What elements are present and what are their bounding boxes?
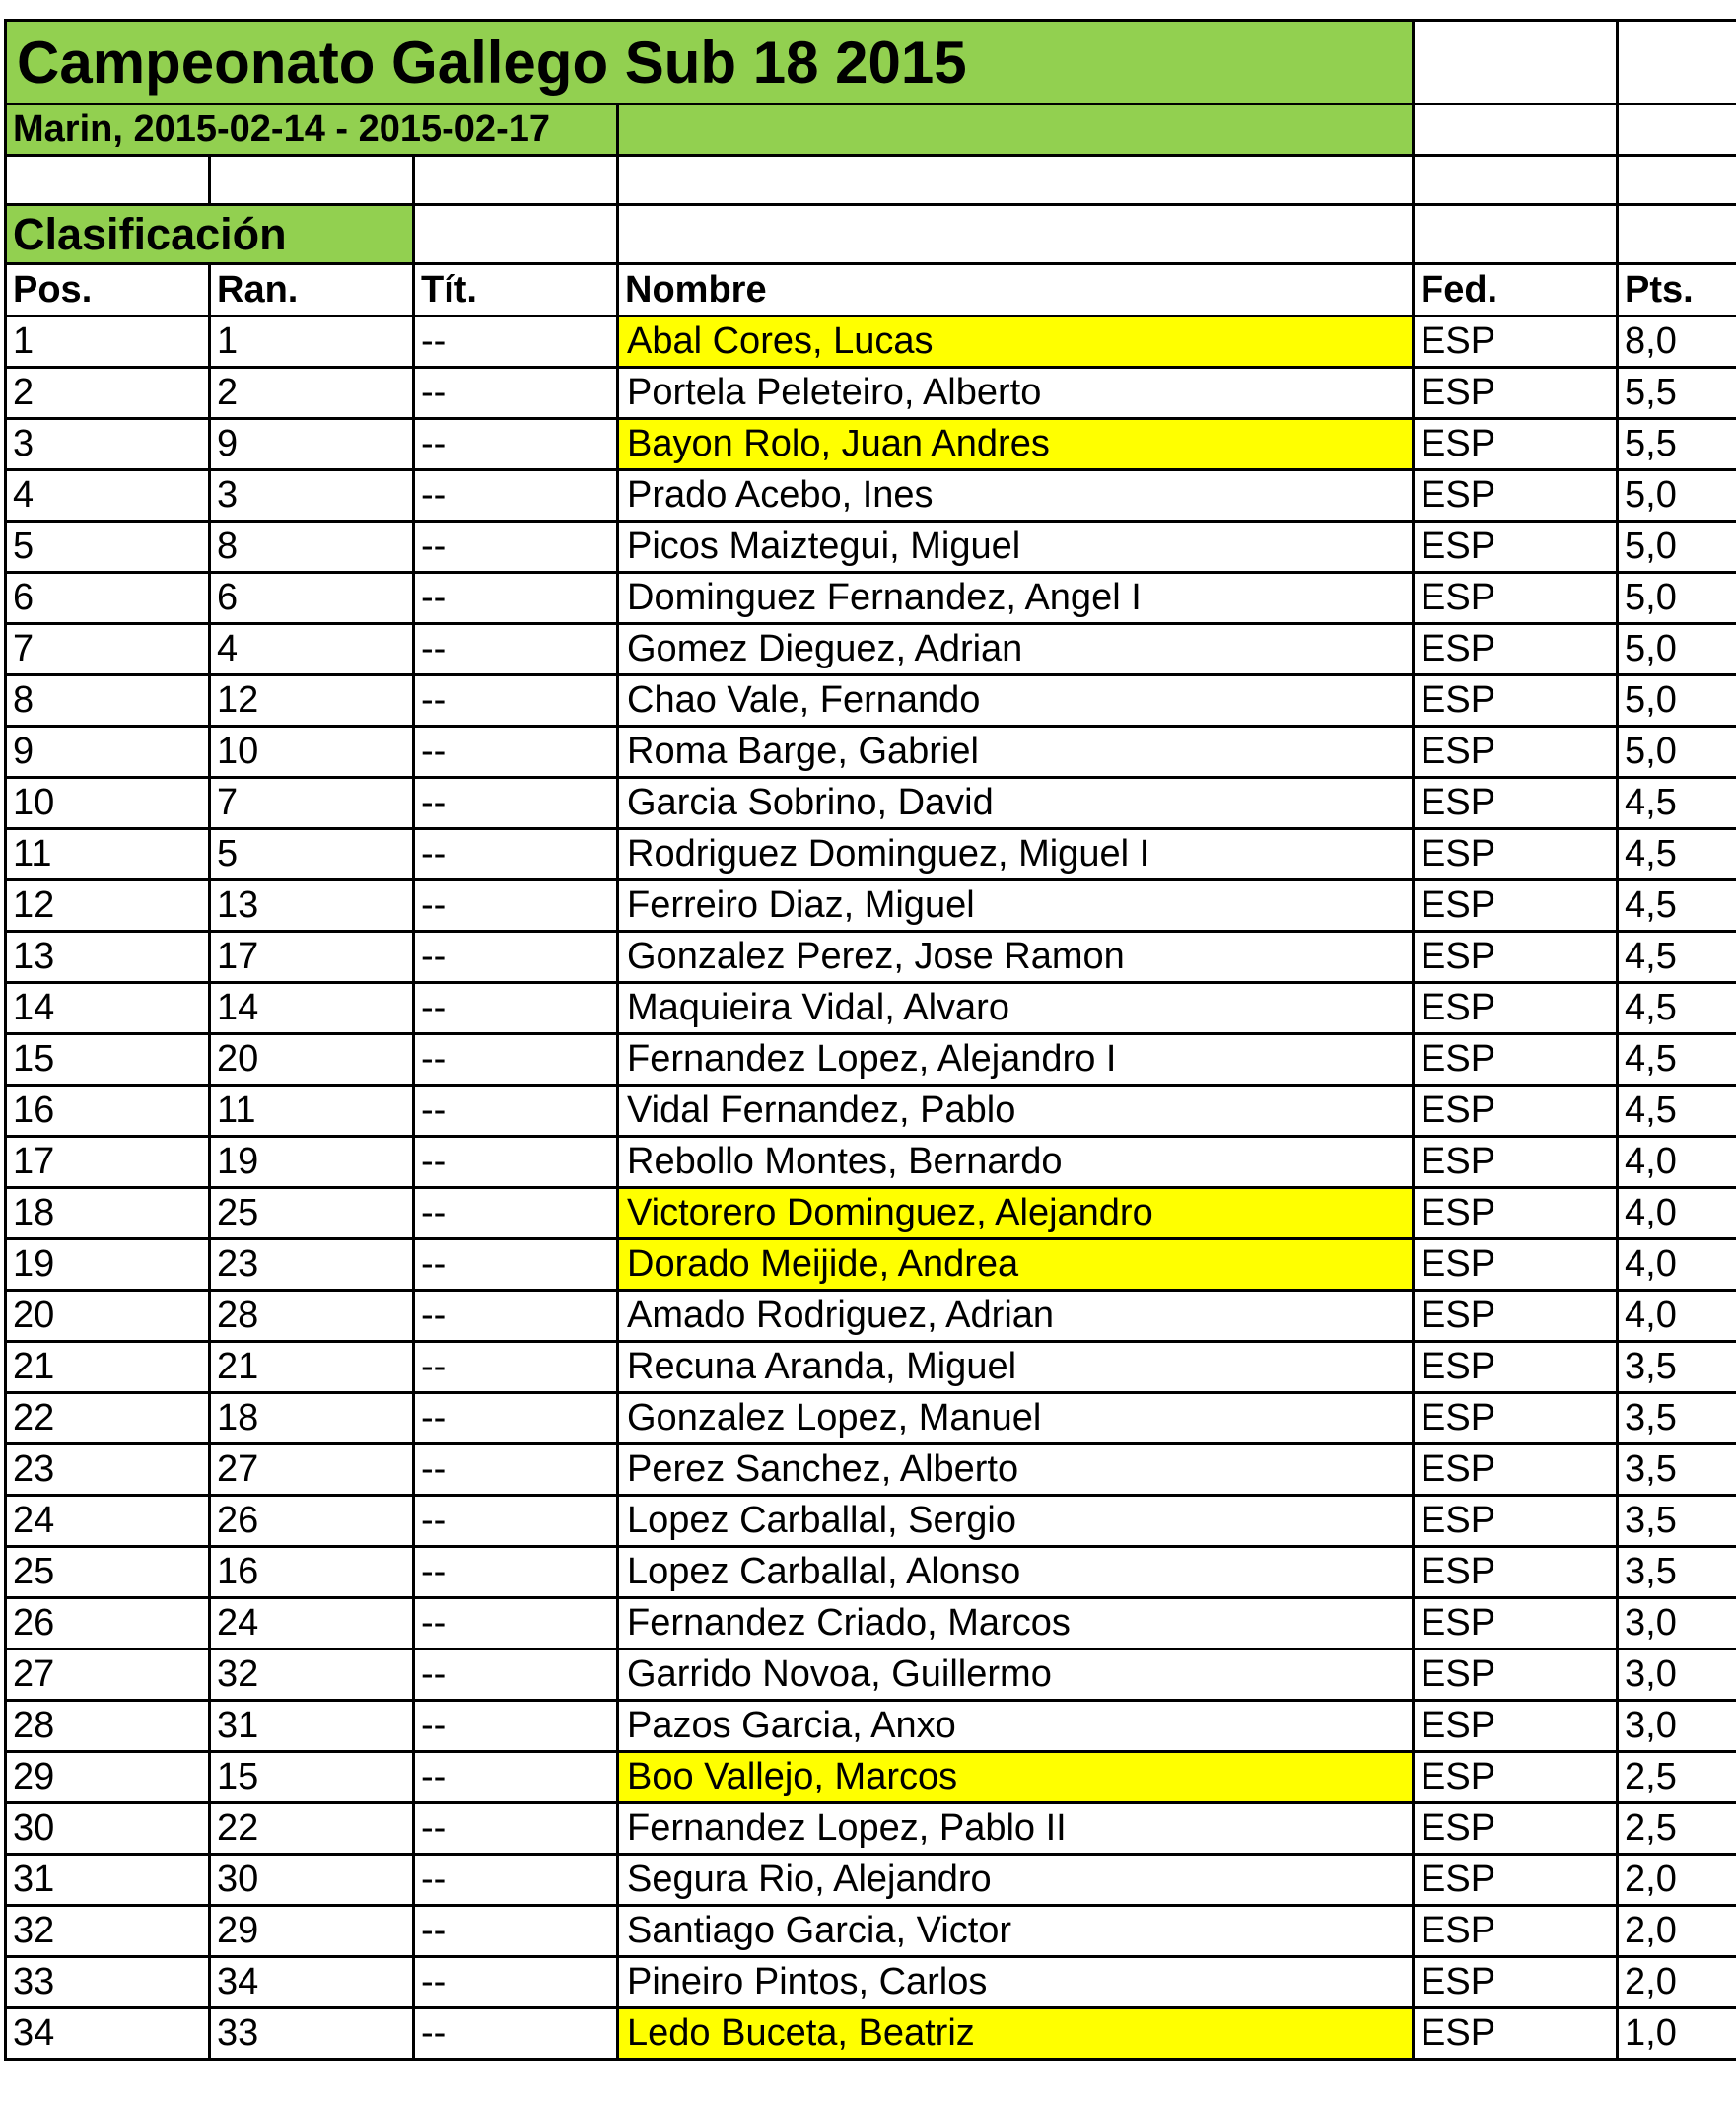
header-fed[interactable]: Fed. (1415, 265, 1619, 317)
cell-pts[interactable]: 4,0 (1619, 1138, 1736, 1189)
cell-fed[interactable]: ESP (1415, 1035, 1619, 1087)
empty-cell[interactable] (1415, 22, 1619, 105)
cell-ran[interactable]: 16 (211, 1548, 415, 1599)
cell-pos[interactable]: 14 (7, 984, 211, 1035)
cell-tit[interactable]: -- (415, 676, 619, 728)
empty-cell[interactable] (1619, 206, 1736, 265)
cell-ran[interactable]: 2 (211, 369, 415, 420)
cell-ran[interactable]: 29 (211, 1907, 415, 1958)
cell-pos[interactable]: 26 (7, 1599, 211, 1650)
cell-nombre[interactable]: Maquieira Vidal, Alvaro (619, 984, 1415, 1035)
empty-cell[interactable] (1415, 157, 1619, 206)
cell-ran[interactable]: 28 (211, 1292, 415, 1343)
cell-tit[interactable]: -- (415, 830, 619, 881)
cell-pts[interactable]: 3,5 (1619, 1394, 1736, 1445)
cell-tit[interactable]: -- (415, 471, 619, 523)
cell-ran[interactable]: 3 (211, 471, 415, 523)
standings-sheet (4, 19, 1736, 2061)
cell-ran[interactable]: 20 (211, 1035, 415, 1087)
cell-pts[interactable]: 4,0 (1619, 1240, 1736, 1292)
cell-pos[interactable]: 11 (7, 830, 211, 881)
empty-cell[interactable] (415, 157, 619, 206)
cell-pts[interactable]: 2,0 (1619, 1856, 1736, 1907)
cell-pos[interactable]: 24 (7, 1497, 211, 1548)
cell-pts[interactable]: 4,5 (1619, 779, 1736, 830)
cell-fed[interactable]: ESP (1415, 471, 1619, 523)
cell-fed[interactable]: ESP (1415, 1292, 1619, 1343)
cell-tit[interactable]: -- (415, 933, 619, 984)
cell-nombre[interactable]: Roma Barge, Gabriel (619, 728, 1415, 779)
cell-fed[interactable]: ESP (1415, 1702, 1619, 1753)
cell-tit[interactable]: -- (415, 1035, 619, 1087)
cell-ran[interactable]: 30 (211, 1856, 415, 1907)
cell-fed[interactable]: ESP (1415, 1445, 1619, 1497)
cell-ran[interactable]: 1 (211, 317, 415, 369)
cell-tit[interactable]: -- (415, 1497, 619, 1548)
cell-pos[interactable]: 21 (7, 1343, 211, 1394)
cell-pos[interactable]: 6 (7, 574, 211, 625)
cell-tit[interactable]: -- (415, 1394, 619, 1445)
cell-fed[interactable]: ESP (1415, 1907, 1619, 1958)
cell-tit[interactable]: -- (415, 1650, 619, 1702)
cell-nombre[interactable]: Garrido Novoa, Guillermo (619, 1650, 1415, 1702)
empty-cell[interactable] (1619, 105, 1736, 157)
cell-ran[interactable]: 10 (211, 728, 415, 779)
cell-fed[interactable]: ESP (1415, 523, 1619, 574)
cell-ran[interactable]: 23 (211, 1240, 415, 1292)
cell-tit[interactable]: -- (415, 369, 619, 420)
cell-nombre[interactable]: Fernandez Lopez, Pablo II (619, 1804, 1415, 1856)
cell-pos[interactable]: 31 (7, 1856, 211, 1907)
section-label[interactable]: Clasificación (7, 206, 415, 265)
cell-pos[interactable]: 29 (7, 1753, 211, 1804)
cell-ran[interactable]: 18 (211, 1394, 415, 1445)
cell-nombre[interactable]: Vidal Fernandez, Pablo (619, 1087, 1415, 1138)
cell-pts[interactable]: 8,0 (1619, 317, 1736, 369)
cell-fed[interactable]: ESP (1415, 830, 1619, 881)
cell-ran[interactable]: 6 (211, 574, 415, 625)
cell-ran[interactable]: 34 (211, 1958, 415, 2009)
empty-cell[interactable] (211, 157, 415, 206)
cell-tit[interactable]: -- (415, 523, 619, 574)
empty-cell[interactable] (619, 206, 1415, 265)
cell-nombre[interactable]: Dominguez Fernandez, Angel I (619, 574, 1415, 625)
cell-nombre[interactable]: Ledo Buceta, Beatriz (619, 2009, 1415, 2061)
cell-pos[interactable]: 22 (7, 1394, 211, 1445)
cell-pts[interactable]: 5,5 (1619, 420, 1736, 471)
cell-nombre[interactable]: Recuna Aranda, Miguel (619, 1343, 1415, 1394)
empty-cell[interactable] (7, 157, 211, 206)
cell-nombre[interactable]: Portela Peleteiro, Alberto (619, 369, 1415, 420)
cell-pts[interactable]: 2,5 (1619, 1753, 1736, 1804)
cell-ran[interactable]: 4 (211, 625, 415, 676)
cell-pts[interactable]: 4,0 (1619, 1292, 1736, 1343)
empty-cell[interactable] (415, 206, 619, 265)
cell-pos[interactable]: 17 (7, 1138, 211, 1189)
header-pts[interactable]: Pts. (1619, 265, 1736, 317)
cell-pts[interactable]: 5,0 (1619, 574, 1736, 625)
cell-pos[interactable]: 23 (7, 1445, 211, 1497)
cell-pts[interactable]: 3,5 (1619, 1548, 1736, 1599)
cell-fed[interactable]: ESP (1415, 676, 1619, 728)
cell-ran[interactable]: 8 (211, 523, 415, 574)
cell-ran[interactable]: 32 (211, 1650, 415, 1702)
cell-pos[interactable]: 20 (7, 1292, 211, 1343)
header-pos[interactable]: Pos. (7, 265, 211, 317)
cell-tit[interactable]: -- (415, 1753, 619, 1804)
cell-nombre[interactable]: Ferreiro Diaz, Miguel (619, 881, 1415, 933)
empty-cell[interactable] (1415, 206, 1619, 265)
cell-fed[interactable]: ESP (1415, 1753, 1619, 1804)
cell-nombre[interactable]: Lopez Carballal, Alonso (619, 1548, 1415, 1599)
header-nombre[interactable]: Nombre (619, 265, 1415, 317)
cell-tit[interactable]: -- (415, 317, 619, 369)
cell-pts[interactable]: 5,0 (1619, 523, 1736, 574)
cell-pos[interactable]: 1 (7, 317, 211, 369)
cell-pts[interactable]: 3,0 (1619, 1599, 1736, 1650)
cell-ran[interactable]: 26 (211, 1497, 415, 1548)
cell-tit[interactable]: -- (415, 1702, 619, 1753)
cell-tit[interactable]: -- (415, 420, 619, 471)
cell-pts[interactable]: 5,0 (1619, 471, 1736, 523)
cell-pts[interactable]: 4,5 (1619, 1035, 1736, 1087)
cell-fed[interactable]: ESP (1415, 1138, 1619, 1189)
cell-pos[interactable]: 18 (7, 1189, 211, 1240)
cell-nombre[interactable]: Picos Maiztegui, Miguel (619, 523, 1415, 574)
cell-pts[interactable]: 5,0 (1619, 676, 1736, 728)
cell-nombre[interactable]: Lopez Carballal, Sergio (619, 1497, 1415, 1548)
cell-fed[interactable]: ESP (1415, 1394, 1619, 1445)
cell-nombre[interactable]: Gomez Dieguez, Adrian (619, 625, 1415, 676)
cell-tit[interactable]: -- (415, 1599, 619, 1650)
cell-nombre[interactable]: Fernandez Lopez, Alejandro I (619, 1035, 1415, 1087)
cell-pos[interactable]: 16 (7, 1087, 211, 1138)
cell-tit[interactable]: -- (415, 574, 619, 625)
cell-pos[interactable]: 2 (7, 369, 211, 420)
cell-ran[interactable]: 31 (211, 1702, 415, 1753)
sheet-subtitle[interactable]: Marin, 2015-02-14 - 2015-02-17 (7, 105, 619, 157)
sheet-title[interactable]: Campeonato Gallego Sub 18 2015 (7, 22, 1415, 105)
cell-pos[interactable]: 9 (7, 728, 211, 779)
cell-ran[interactable]: 22 (211, 1804, 415, 1856)
cell-fed[interactable]: ESP (1415, 1958, 1619, 2009)
cell-pts[interactable]: 1,0 (1619, 2009, 1736, 2061)
cell-nombre[interactable]: Fernandez Criado, Marcos (619, 1599, 1415, 1650)
cell-nombre[interactable]: Chao Vale, Fernando (619, 676, 1415, 728)
cell-pos[interactable]: 5 (7, 523, 211, 574)
cell-pos[interactable]: 15 (7, 1035, 211, 1087)
cell-ran[interactable]: 33 (211, 2009, 415, 2061)
cell-pos[interactable]: 27 (7, 1650, 211, 1702)
cell-pts[interactable]: 3,5 (1619, 1445, 1736, 1497)
cell-nombre[interactable]: Segura Rio, Alejandro (619, 1856, 1415, 1907)
cell-pts[interactable]: 5,5 (1619, 369, 1736, 420)
cell-ran[interactable]: 9 (211, 420, 415, 471)
cell-nombre[interactable]: Prado Acebo, Ines (619, 471, 1415, 523)
cell-pts[interactable]: 4,5 (1619, 830, 1736, 881)
cell-tit[interactable]: -- (415, 1958, 619, 2009)
cell-tit[interactable]: -- (415, 881, 619, 933)
empty-cell[interactable] (619, 157, 1415, 206)
cell-fed[interactable]: ESP (1415, 1856, 1619, 1907)
cell-fed[interactable]: ESP (1415, 1189, 1619, 1240)
cell-pts[interactable]: 4,5 (1619, 984, 1736, 1035)
cell-fed[interactable]: ESP (1415, 1804, 1619, 1856)
cell-pts[interactable]: 4,5 (1619, 933, 1736, 984)
cell-nombre[interactable]: Gonzalez Perez, Jose Ramon (619, 933, 1415, 984)
cell-tit[interactable]: -- (415, 1292, 619, 1343)
cell-pos[interactable]: 28 (7, 1702, 211, 1753)
cell-ran[interactable]: 17 (211, 933, 415, 984)
cell-pts[interactable]: 3,0 (1619, 1650, 1736, 1702)
cell-ran[interactable]: 14 (211, 984, 415, 1035)
cell-ran[interactable]: 12 (211, 676, 415, 728)
cell-pos[interactable]: 13 (7, 933, 211, 984)
cell-ran[interactable]: 11 (211, 1087, 415, 1138)
cell-nombre[interactable]: Pineiro Pintos, Carlos (619, 1958, 1415, 2009)
cell-ran[interactable]: 13 (211, 881, 415, 933)
cell-tit[interactable]: -- (415, 984, 619, 1035)
cell-pts[interactable]: 2,5 (1619, 1804, 1736, 1856)
cell-ran[interactable]: 21 (211, 1343, 415, 1394)
cell-tit[interactable]: -- (415, 2009, 619, 2061)
cell-nombre[interactable]: Amado Rodriguez, Adrian (619, 1292, 1415, 1343)
cell-nombre[interactable]: Abal Cores, Lucas (619, 317, 1415, 369)
cell-pts[interactable]: 4,5 (1619, 1087, 1736, 1138)
cell-pos[interactable]: 34 (7, 2009, 211, 2061)
cell-pos[interactable]: 3 (7, 420, 211, 471)
cell-tit[interactable]: -- (415, 1087, 619, 1138)
cell-tit[interactable]: -- (415, 779, 619, 830)
cell-fed[interactable]: ESP (1415, 420, 1619, 471)
empty-cell[interactable] (1619, 22, 1736, 105)
cell-fed[interactable]: ESP (1415, 574, 1619, 625)
cell-nombre[interactable]: Gonzalez Lopez, Manuel (619, 1394, 1415, 1445)
cell-fed[interactable]: ESP (1415, 2009, 1619, 2061)
cell-tit[interactable]: -- (415, 1548, 619, 1599)
cell-pts[interactable]: 5,0 (1619, 625, 1736, 676)
cell-pts[interactable]: 3,0 (1619, 1702, 1736, 1753)
cell-nombre[interactable]: Rebollo Montes, Bernardo (619, 1138, 1415, 1189)
cell-pts[interactable]: 4,0 (1619, 1189, 1736, 1240)
cell-pos[interactable]: 33 (7, 1958, 211, 2009)
cell-fed[interactable]: ESP (1415, 1240, 1619, 1292)
cell-nombre[interactable]: Boo Vallejo, Marcos (619, 1753, 1415, 1804)
cell-fed[interactable]: ESP (1415, 1599, 1619, 1650)
cell-pts[interactable]: 5,0 (1619, 728, 1736, 779)
cell-fed[interactable]: ESP (1415, 881, 1619, 933)
cell-pts[interactable]: 2,0 (1619, 1958, 1736, 2009)
cell-fed[interactable]: ESP (1415, 1548, 1619, 1599)
cell-nombre[interactable]: Rodriguez Dominguez, Miguel I (619, 830, 1415, 881)
cell-pts[interactable]: 3,5 (1619, 1497, 1736, 1548)
cell-fed[interactable]: ESP (1415, 779, 1619, 830)
cell-fed[interactable]: ESP (1415, 728, 1619, 779)
cell-ran[interactable]: 25 (211, 1189, 415, 1240)
cell-nombre[interactable]: Garcia Sobrino, David (619, 779, 1415, 830)
cell-nombre[interactable]: Pazos Garcia, Anxo (619, 1702, 1415, 1753)
empty-cell[interactable] (1619, 157, 1736, 206)
cell-pos[interactable]: 8 (7, 676, 211, 728)
cell-fed[interactable]: ESP (1415, 1497, 1619, 1548)
cell-fed[interactable]: ESP (1415, 1087, 1619, 1138)
cell-ran[interactable]: 5 (211, 830, 415, 881)
cell-pos[interactable]: 30 (7, 1804, 211, 1856)
cell-tit[interactable]: -- (415, 1445, 619, 1497)
cell-pos[interactable]: 4 (7, 471, 211, 523)
cell-nombre[interactable]: Santiago Garcia, Victor (619, 1907, 1415, 1958)
cell-tit[interactable]: -- (415, 1343, 619, 1394)
cell-pos[interactable]: 12 (7, 881, 211, 933)
cell-fed[interactable]: ESP (1415, 933, 1619, 984)
cell-fed[interactable]: ESP (1415, 984, 1619, 1035)
cell-pos[interactable]: 25 (7, 1548, 211, 1599)
cell-ran[interactable]: 19 (211, 1138, 415, 1189)
cell-tit[interactable]: -- (415, 1856, 619, 1907)
header-ran[interactable]: Ran. (211, 265, 415, 317)
cell-nombre[interactable]: Perez Sanchez, Alberto (619, 1445, 1415, 1497)
cell-ran[interactable]: 24 (211, 1599, 415, 1650)
header-tit[interactable]: Tít. (415, 265, 619, 317)
cell-pos[interactable]: 7 (7, 625, 211, 676)
cell-tit[interactable]: -- (415, 1138, 619, 1189)
cell-fed[interactable]: ESP (1415, 625, 1619, 676)
cell-pos[interactable]: 19 (7, 1240, 211, 1292)
cell-nombre[interactable]: Bayon Rolo, Juan Andres (619, 420, 1415, 471)
cell-tit[interactable]: -- (415, 728, 619, 779)
cell-ran[interactable]: 27 (211, 1445, 415, 1497)
cell-fed[interactable]: ESP (1415, 317, 1619, 369)
cell-pts[interactable]: 3,5 (1619, 1343, 1736, 1394)
cell-pts[interactable]: 2,0 (1619, 1907, 1736, 1958)
cell-nombre[interactable]: Victorero Dominguez, Alejandro (619, 1189, 1415, 1240)
cell-fed[interactable]: ESP (1415, 1650, 1619, 1702)
cell-tit[interactable]: -- (415, 1804, 619, 1856)
cell-ran[interactable]: 7 (211, 779, 415, 830)
cell-fed[interactable]: ESP (1415, 369, 1619, 420)
cell-pos[interactable]: 32 (7, 1907, 211, 1958)
cell-pos[interactable]: 10 (7, 779, 211, 830)
cell-tit[interactable]: -- (415, 1189, 619, 1240)
cell-tit[interactable]: -- (415, 625, 619, 676)
cell-pts[interactable]: 4,5 (1619, 881, 1736, 933)
empty-cell[interactable] (619, 105, 1415, 157)
cell-ran[interactable]: 15 (211, 1753, 415, 1804)
cell-fed[interactable]: ESP (1415, 1343, 1619, 1394)
cell-tit[interactable]: -- (415, 1240, 619, 1292)
cell-tit[interactable]: -- (415, 1907, 619, 1958)
cell-nombre[interactable]: Dorado Meijide, Andrea (619, 1240, 1415, 1292)
empty-cell[interactable] (1415, 105, 1619, 157)
